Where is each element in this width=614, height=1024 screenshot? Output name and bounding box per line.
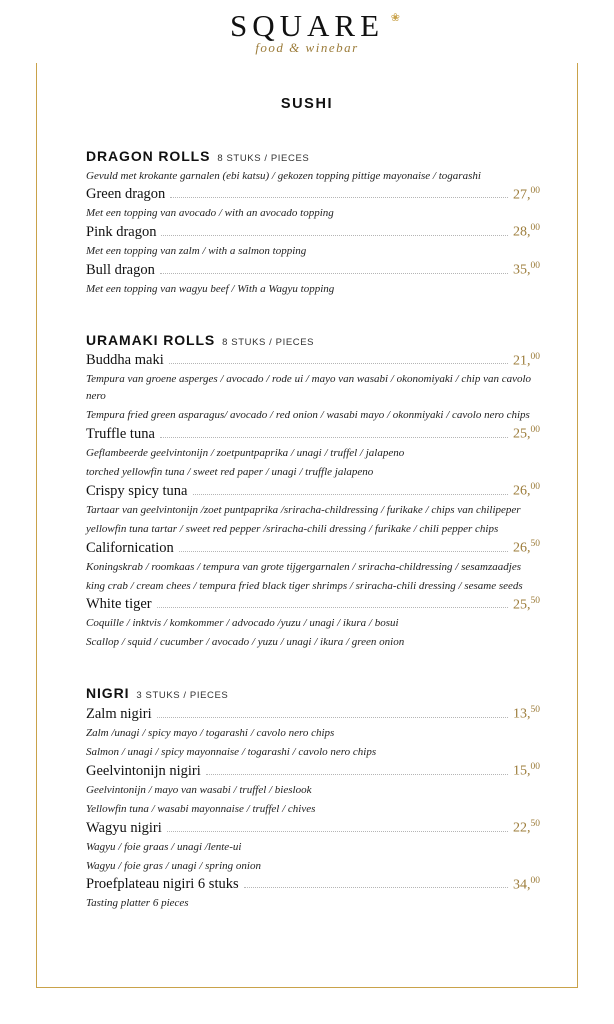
menu-item-name: Wagyu nigiri bbox=[86, 819, 162, 836]
menu-item bbox=[86, 876, 540, 913]
menu-item-name: Pink dragon bbox=[86, 223, 157, 240]
menu-item-name: Crispy spicy tuna bbox=[86, 482, 188, 499]
menu-item bbox=[86, 705, 540, 761]
price-cents: 50 bbox=[530, 595, 540, 606]
menu-item-line bbox=[86, 352, 540, 370]
menu-item-line bbox=[86, 425, 540, 443]
price-main: 22, bbox=[513, 820, 531, 836]
menu-item-price bbox=[513, 186, 540, 204]
menu-item bbox=[86, 596, 540, 652]
menu-item bbox=[86, 261, 540, 298]
price-main: 27, bbox=[513, 187, 531, 203]
leader-dots bbox=[160, 436, 508, 438]
menu-item-line bbox=[86, 539, 540, 557]
menu-sections bbox=[52, 148, 562, 912]
menu-item-price bbox=[513, 482, 540, 500]
menu-item-description: Scallop / squid / cucumber / avocado / yuzu / unagi / ikura / green onion bbox=[86, 636, 405, 649]
price-cents: 00 bbox=[530, 351, 540, 362]
logo-name: SQUARE bbox=[229, 8, 384, 43]
menu-item-price bbox=[513, 762, 540, 780]
menu-item-description: Met een topping van avocado / with an avocado topping bbox=[86, 207, 334, 220]
menu-section bbox=[52, 148, 562, 298]
price-cents: 00 bbox=[530, 875, 540, 886]
menu-item-description: yellowfin tuna tartar / sweet red pepper /sriracha-chili dressing / furikake / chili pepper chips bbox=[86, 522, 499, 535]
price-main: 26, bbox=[513, 540, 531, 556]
menu-item-line bbox=[86, 876, 540, 894]
menu-item-intro: Gevuld met krokante garnalen (ebi katsu) / gekozen topping pittige mayonaise / togarashi bbox=[86, 170, 481, 182]
menu-section bbox=[52, 332, 562, 652]
menu-item-price bbox=[513, 223, 540, 241]
menu-item-description: Coquille / inktvis / komkommer / advocado /yuzu / unagi / ikura / bosui bbox=[86, 617, 399, 630]
menu-item bbox=[86, 168, 540, 222]
menu-item-description: Wagyu / foie gras / unagi / spring onion bbox=[86, 859, 261, 872]
section-subtitle: 3 STUKS / PIECES bbox=[136, 690, 229, 702]
logo-wrap bbox=[208, 10, 406, 56]
flower-icon: ❀ bbox=[390, 11, 400, 24]
menu-item-line bbox=[86, 819, 540, 837]
price-cents: 00 bbox=[530, 762, 540, 773]
menu-item bbox=[86, 482, 540, 538]
menu-item-description: torched yellowfin tuna / sweet red paper / unagi / truffle jalapeno bbox=[86, 466, 374, 479]
menu-item bbox=[86, 762, 540, 818]
menu-item-name: Californication bbox=[86, 539, 174, 556]
menu-item bbox=[86, 819, 540, 875]
section-header bbox=[86, 332, 540, 348]
section-header bbox=[86, 148, 540, 164]
leader-dots bbox=[244, 886, 508, 888]
section-title: DRAGON ROLLS bbox=[86, 148, 211, 164]
logo-tagline: food & winebar bbox=[255, 39, 359, 55]
price-cents: 50 bbox=[530, 705, 540, 716]
price-main: 25, bbox=[513, 427, 531, 443]
brand-logo bbox=[0, 6, 614, 63]
menu-item-description: Salmon / unagi / spicy mayonnaise / togarashi / cavolo nero chips bbox=[86, 746, 377, 759]
menu-item bbox=[86, 539, 540, 595]
menu-item-description: Geelvintonijn / mayo van wasabi / truffel / bieslook bbox=[86, 783, 312, 796]
menu-item-price bbox=[513, 539, 540, 557]
menu-item-name: Truffle tuna bbox=[86, 426, 155, 443]
leader-dots bbox=[160, 272, 508, 274]
menu-content bbox=[52, 78, 562, 946]
menu-item bbox=[86, 425, 540, 481]
menu-item-description: Met een topping van wagyu beef / With a Wagyu topping bbox=[86, 282, 335, 295]
section-header bbox=[86, 685, 540, 701]
menu-item-description: Geflambeerde geelvintonijn / zoetpuntpaprika / unagi / truffel / jalapeno bbox=[86, 447, 405, 460]
menu-item-price bbox=[513, 425, 540, 443]
menu-item-line bbox=[86, 596, 540, 614]
section-subtitle: 8 STUKS / PIECES bbox=[217, 153, 310, 164]
price-cents: 50 bbox=[530, 818, 540, 829]
menu-item-line bbox=[86, 186, 540, 204]
price-cents: 00 bbox=[530, 482, 540, 493]
section-title: NIGRI bbox=[86, 685, 130, 702]
menu-item-description: Tempura van groene asperges / avocado / rode ui / mayo van wasabi / okonomiyaki / chip van cavolo nero bbox=[86, 373, 532, 403]
price-main: 21, bbox=[513, 353, 531, 369]
price-cents: 00 bbox=[530, 223, 540, 234]
menu-item-name: Geelvintonijn nigiri bbox=[86, 762, 201, 779]
menu-item-line bbox=[86, 705, 540, 723]
leader-dots bbox=[157, 716, 508, 718]
page-title: SUSHI bbox=[280, 96, 334, 112]
menu-item-line bbox=[86, 223, 540, 241]
menu-item-price bbox=[513, 819, 540, 837]
menu-item-line bbox=[86, 482, 540, 500]
leader-dots bbox=[179, 550, 508, 552]
menu-item-name: Buddha maki bbox=[86, 352, 164, 369]
menu-section bbox=[52, 685, 562, 912]
price-cents: 00 bbox=[530, 260, 540, 271]
leader-dots bbox=[206, 773, 508, 775]
price-cents: 50 bbox=[530, 538, 540, 549]
menu-item-description: Wagyu / foie graas / unagi /lente-ui bbox=[86, 840, 242, 853]
leader-dots bbox=[193, 493, 509, 495]
menu-item-name: White tiger bbox=[86, 596, 152, 613]
menu-item-name: Zalm nigiri bbox=[86, 706, 152, 723]
leader-dots bbox=[170, 196, 508, 198]
price-main: 26, bbox=[513, 483, 531, 499]
menu-item-name: Bull dragon bbox=[86, 261, 155, 278]
menu-item-line bbox=[86, 762, 540, 780]
menu-item-price bbox=[513, 876, 540, 894]
menu-item-description: Met een topping van zalm / with a salmon topping bbox=[86, 244, 307, 257]
menu-item-price bbox=[513, 352, 540, 370]
logo-wordmark bbox=[229, 8, 400, 43]
menu-item-price bbox=[513, 705, 540, 723]
leader-dots bbox=[161, 234, 508, 236]
price-main: 25, bbox=[513, 597, 531, 613]
price-main: 35, bbox=[513, 262, 531, 278]
menu-item-description: Tempura fried green asparagus/ avocado / red onion / wasabi mayo / okonmiyaki / cavolo nero chips bbox=[86, 409, 530, 422]
price-main: 15, bbox=[513, 763, 531, 779]
section-title: URAMAKI ROLLS bbox=[86, 331, 216, 348]
section-subtitle: 8 STUKS / PIECES bbox=[222, 336, 315, 348]
price-main: 34, bbox=[513, 877, 531, 893]
menu-item-line bbox=[86, 261, 540, 279]
menu-item-price bbox=[513, 261, 540, 279]
price-cents: 00 bbox=[530, 185, 540, 196]
price-cents: 00 bbox=[530, 425, 540, 436]
menu-item-price bbox=[513, 596, 540, 614]
leader-dots bbox=[157, 606, 508, 608]
menu-item bbox=[86, 352, 540, 425]
price-main: 28, bbox=[513, 224, 531, 240]
leader-dots bbox=[169, 362, 508, 364]
menu-item-description: Koningskrab / roomkaas / tempura van grote tijgergarnalen / sriracha-childressing / sesamzaadjes bbox=[86, 560, 521, 573]
menu-item bbox=[86, 223, 540, 260]
price-main: 13, bbox=[513, 707, 531, 723]
menu-item-description: Tasting platter 6 pieces bbox=[86, 897, 189, 910]
menu-item-description: Zalm /unagi / spicy mayo / togarashi / cavolo nero chips bbox=[86, 727, 335, 740]
menu-item-description: Yellowfin tuna / wasabi mayonnaise / truffel / chives bbox=[86, 802, 316, 815]
menu-item-name: Proefplateau nigiri 6 stuks bbox=[86, 876, 239, 893]
menu-item-description: Tartaar van geelvintonijn /zoet puntpaprika /sriracha-childressing / furikake / chips van chilipeper bbox=[86, 503, 521, 516]
leader-dots bbox=[167, 830, 508, 832]
menu-item-description: king crab / cream chees / tempura fried black tiger shrimps / sriracha-chili dressing / sesame seeds bbox=[86, 579, 523, 592]
menu-item-name: Green dragon bbox=[86, 186, 166, 203]
